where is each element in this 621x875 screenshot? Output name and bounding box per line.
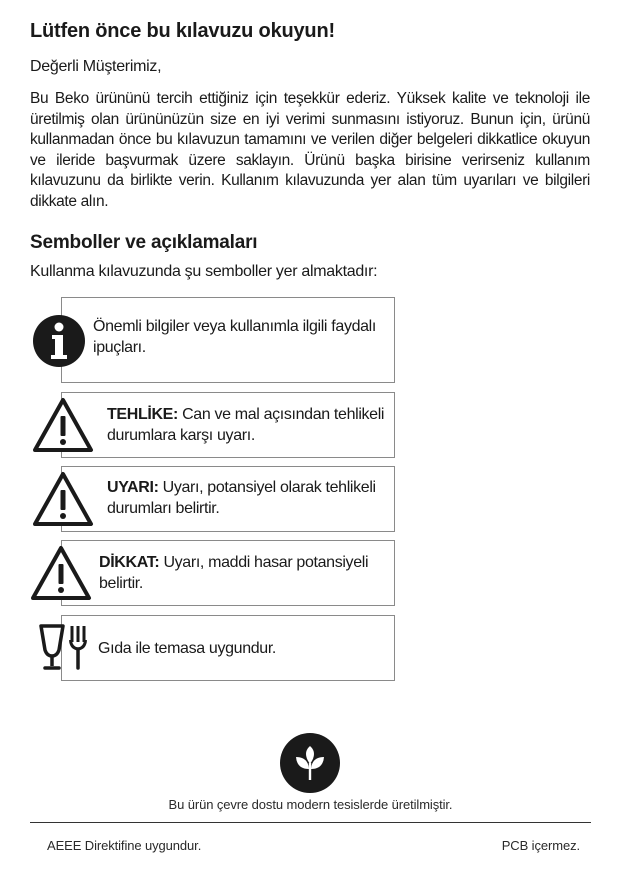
eco-text: Bu ürün çevre dostu modern tesislerde üretilmiştir. [168, 797, 453, 812]
symbols-heading: Semboller ve açıklamaları [30, 232, 258, 253]
caution-label: DİKKAT: [99, 554, 160, 571]
danger-text [107, 404, 387, 446]
caution-text [99, 552, 379, 594]
glass-fork-icon [38, 622, 94, 672]
footer-left: AEEE Direktifine uygundur. [47, 838, 202, 853]
page-title: Lütfen önce bu kılavuzu okuyun! [30, 20, 335, 42]
warning-description: Uyarı, potansiyel olarak tehlikeli durumları belirtir. [107, 479, 376, 517]
symbols-intro: Kullanma kılavuzunda şu semboller yer almaktadır: [30, 263, 378, 280]
greeting: Değerli Müşterimiz, [30, 58, 162, 75]
footer-divider [30, 822, 591, 823]
warning-label: UYARI: [107, 479, 159, 496]
caution-description: Uyarı, maddi hasar potansiyeli belirtir. [99, 554, 369, 592]
footer-right: PCB içermez. [501, 838, 580, 853]
warning-triangle-icon [29, 544, 93, 602]
warning-triangle-icon [31, 470, 95, 528]
warning-triangle-icon [31, 396, 95, 454]
danger-description: Can ve mal açısından tehlikeli durumlara karşı uyarı. [107, 406, 385, 444]
food-text: Gıda ile temasa uygundur. [98, 640, 277, 657]
leaf-icon [280, 733, 340, 793]
intro-paragraph: Bu Beko ürününü tercih ettiğiniz için teşekkür ederiz. Yüksek kalite ve teknoloji ile üretilmiş olan ürününüzün size en iyi verimi sunmasını istiyoruz. Bunun için, ürünü kullanmadan önce bu kılavuzun tamamını ve verilen diğer belgeleri dikkatlice okuyun ve ileride başvurmak üzere saklayın. Ürünü başka birisine verirseniz kullanım kılavuzunu da birlikte verin. Kullanım kılavuzunda yer alan tüm uyarıları ve bilgileri dikkate alın. [30, 90, 590, 210]
info-icon [32, 314, 86, 368]
info-text: Önemli bilgiler veya kullanımla ilgili faydalı ipuçları. [93, 318, 376, 356]
danger-label: TEHLİKE: [107, 406, 178, 423]
warning-text [107, 477, 387, 519]
